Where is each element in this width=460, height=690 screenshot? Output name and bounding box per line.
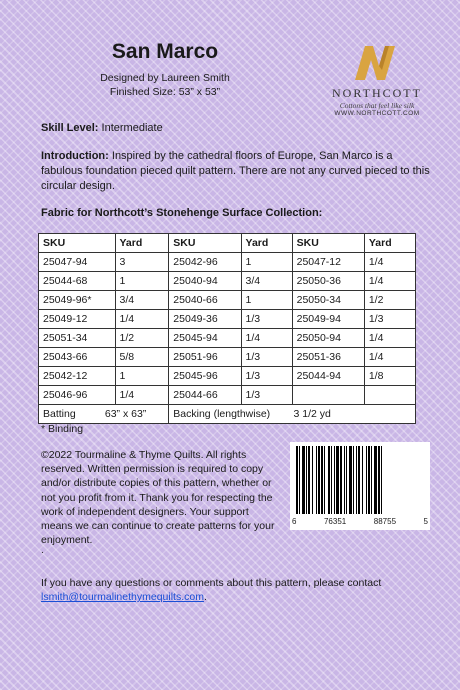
table-cell: 1/4 bbox=[364, 272, 415, 291]
table-cell: 25049-36 bbox=[169, 310, 241, 329]
table-cell: 25042-12 bbox=[39, 367, 116, 386]
table-cell: 25051-36 bbox=[292, 348, 364, 367]
table-cell: 25045-94 bbox=[169, 329, 241, 348]
table-cell: 25040-66 bbox=[169, 291, 241, 310]
table-row bbox=[39, 253, 416, 272]
table-cell: 1/4 bbox=[364, 348, 415, 367]
batting-cell: Batting 63” x 63” bbox=[39, 405, 169, 424]
table-cell: 25051-34 bbox=[39, 329, 116, 348]
barcode-digit-group: 5 bbox=[423, 517, 428, 526]
table-cell bbox=[364, 386, 415, 405]
table-cell bbox=[292, 386, 364, 405]
skill-level bbox=[41, 122, 163, 134]
contact-suffix: . bbox=[203, 591, 207, 604]
table-cell: 25049-94 bbox=[292, 310, 364, 329]
table-cell: 25049-96* bbox=[39, 291, 116, 310]
table-cell: 25047-94 bbox=[39, 253, 116, 272]
table-cell: 3/4 bbox=[241, 272, 292, 291]
header-sku: SKU bbox=[169, 234, 241, 253]
table-cell: 25040-94 bbox=[169, 272, 241, 291]
barcode-bars-icon bbox=[290, 442, 430, 517]
table-cell: 25044-66 bbox=[169, 386, 241, 405]
table-header-row bbox=[39, 234, 416, 253]
intro-label: Introduction: bbox=[41, 150, 109, 162]
table-cell: 3/4 bbox=[115, 291, 169, 310]
table-cell: 3 bbox=[115, 253, 169, 272]
table-cell: 25049-12 bbox=[39, 310, 116, 329]
table-cell: 1 bbox=[115, 367, 169, 386]
finished-size: Finished Size: 53” x 53” bbox=[109, 86, 221, 98]
fabric-heading: Fabric for Northcott’s Stonehenge Surface Collection: bbox=[41, 207, 323, 219]
pattern-byline bbox=[0, 71, 330, 99]
introduction bbox=[41, 149, 436, 194]
barcode-digits bbox=[290, 517, 430, 526]
table-row bbox=[39, 310, 416, 329]
table-cell: 1/4 bbox=[241, 329, 292, 348]
binding-footnote: * Binding bbox=[41, 423, 84, 435]
skill-label: Skill Level: bbox=[41, 122, 99, 134]
table-cell: 1/8 bbox=[364, 367, 415, 386]
table-cell: 25043-66 bbox=[39, 348, 116, 367]
stray-dot: . bbox=[41, 545, 44, 556]
table-row bbox=[39, 272, 416, 291]
backing-cell: Backing (lengthwise) 3 1/2 yd bbox=[169, 405, 416, 424]
logo-tagline: Cottons that feel like silk bbox=[339, 101, 415, 110]
table-cell: 1/4 bbox=[115, 386, 169, 405]
table-cell: 1 bbox=[115, 272, 169, 291]
table-cell: 1/4 bbox=[364, 329, 415, 348]
header-yard: Yard bbox=[364, 234, 415, 253]
table-cell: 5/8 bbox=[115, 348, 169, 367]
table-cell: 1/3 bbox=[241, 310, 292, 329]
table-cell: 25051-96 bbox=[169, 348, 241, 367]
northcott-n-icon bbox=[349, 40, 405, 84]
table-row bbox=[39, 329, 416, 348]
copyright-notice: ©2022 Tourmaline & Thyme Quilts. All rights reserved. Written permission is required to copy and/or distribute copies of this pattern, whether or not you profit from it. Thank you for respecting the work of independent designers. Your support means we can continue to create patterns for your enjoyment. bbox=[41, 449, 275, 547]
designer-credit: Designed by Laureen Smith bbox=[100, 72, 230, 84]
table-row bbox=[39, 291, 416, 310]
table-cell: 25050-34 bbox=[292, 291, 364, 310]
table-row bbox=[39, 386, 416, 405]
table-cell: 1/4 bbox=[364, 253, 415, 272]
table-cell: 1/4 bbox=[115, 310, 169, 329]
barcode bbox=[290, 442, 430, 530]
skill-value: Intermediate bbox=[98, 122, 163, 134]
table-cell: 1/3 bbox=[241, 348, 292, 367]
header-sku: SKU bbox=[292, 234, 364, 253]
table-cell: 1/3 bbox=[241, 367, 292, 386]
contact-email-link[interactable]: lsmith@tourmalinethymequilts.com bbox=[41, 591, 204, 604]
header-yard: Yard bbox=[241, 234, 292, 253]
logo-name: NORTHCOTT bbox=[332, 86, 422, 100]
table-cell: 25045-96 bbox=[169, 367, 241, 386]
logo-url: WWW.NORTHCOTT.COM bbox=[334, 110, 420, 117]
table-cell: 25042-96 bbox=[169, 253, 241, 272]
table-row-summary bbox=[39, 405, 416, 424]
table-cell: 1 bbox=[241, 253, 292, 272]
table-cell: 25044-68 bbox=[39, 272, 116, 291]
contact-info bbox=[41, 576, 436, 604]
barcode-digit-group: 6 bbox=[292, 517, 297, 526]
fabric-table bbox=[38, 233, 416, 424]
intro-text: Inspired by the cathedral floors of Europe, San Marco is a fabulous foundation pieced quilt pattern. There are not any curved pieced to this circular design. bbox=[41, 150, 430, 192]
pattern-title: San Marco bbox=[111, 40, 219, 63]
table-cell: 25044-94 bbox=[292, 367, 364, 386]
table-cell: 25050-94 bbox=[292, 329, 364, 348]
table-cell: 1/2 bbox=[364, 291, 415, 310]
table-cell: 1 bbox=[241, 291, 292, 310]
header-yard: Yard bbox=[115, 234, 169, 253]
table-cell: 1/2 bbox=[115, 329, 169, 348]
table-row bbox=[39, 348, 416, 367]
barcode-digit-group: 88755 bbox=[373, 517, 397, 526]
table-row bbox=[39, 367, 416, 386]
table-cell: 25047-12 bbox=[292, 253, 364, 272]
northcott-logo bbox=[322, 40, 432, 120]
table-cell: 1/3 bbox=[364, 310, 415, 329]
barcode-digit-group: 76351 bbox=[323, 517, 347, 526]
table-cell: 25046-96 bbox=[39, 386, 116, 405]
contact-text: If you have any questions or comments about this pattern, please contact bbox=[41, 577, 382, 589]
header-sku: SKU bbox=[39, 234, 116, 253]
table-cell: 1/3 bbox=[241, 386, 292, 405]
table-cell: 25050-36 bbox=[292, 272, 364, 291]
